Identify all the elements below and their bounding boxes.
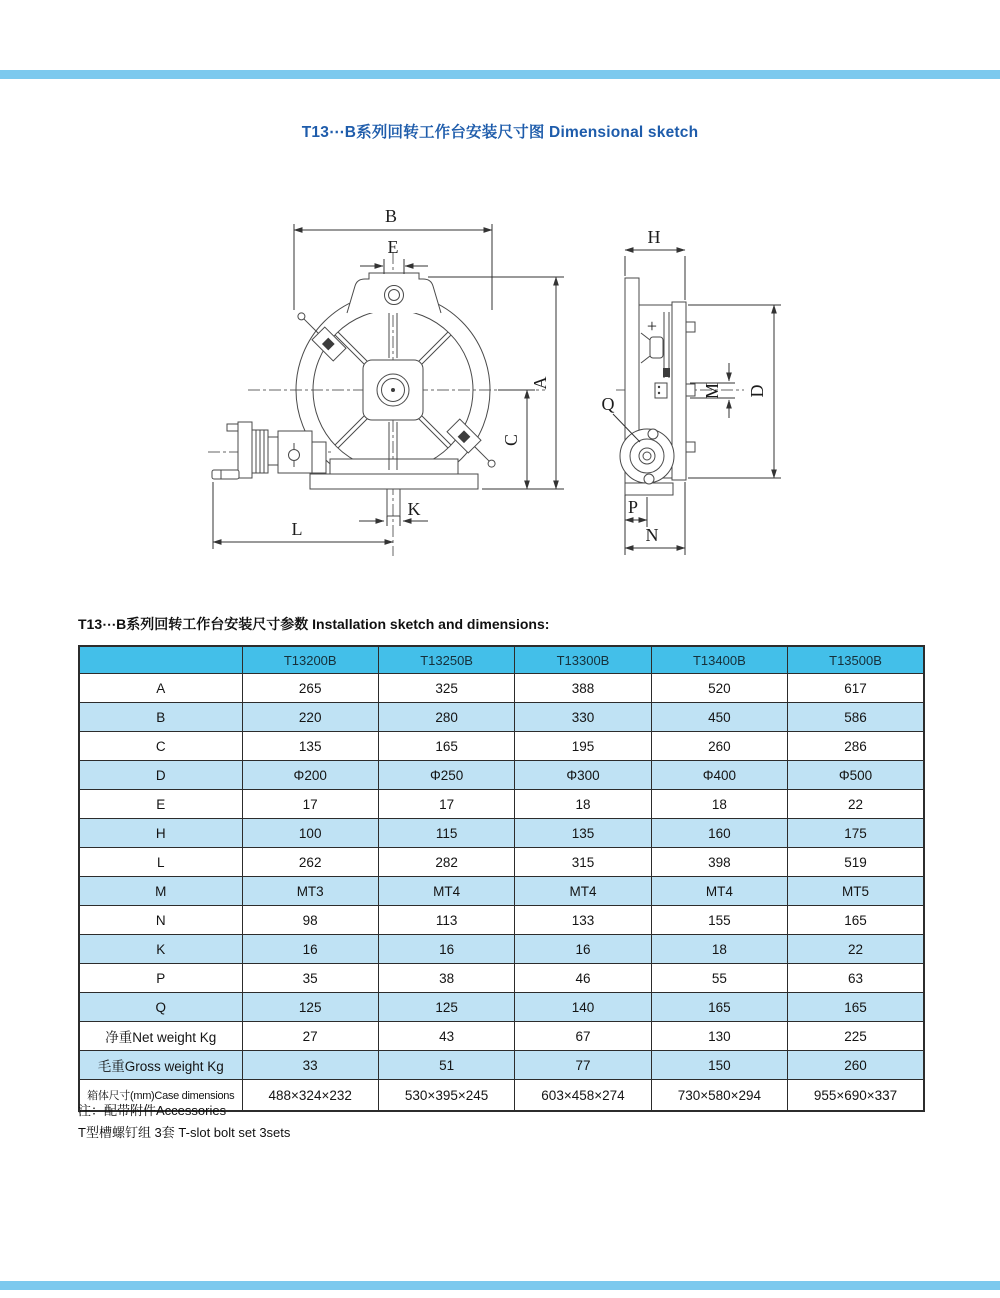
table-cell: 225: [788, 1022, 924, 1051]
table-cell: 165: [651, 993, 787, 1022]
clamp-handle-upper: [293, 308, 346, 361]
table-cell: MT5: [788, 877, 924, 906]
table-cell: 18: [515, 790, 651, 819]
table-cell: 67: [515, 1022, 651, 1051]
dim-label-m: M: [702, 382, 722, 400]
table-cell: 955×690×337: [788, 1080, 924, 1112]
table-cell: 125: [242, 993, 378, 1022]
table-cell: 220: [242, 703, 378, 732]
table-cell: 160: [651, 819, 787, 848]
dim-label-l: L: [291, 519, 303, 539]
table-cell: 17: [242, 790, 378, 819]
table-row: [79, 877, 924, 906]
table-cell: 140: [515, 993, 651, 1022]
table-row: [79, 790, 924, 819]
table-row: [79, 964, 924, 993]
side-view-drawing: [602, 227, 782, 555]
table-cell: 282: [378, 848, 514, 877]
front-view-drawing: [208, 206, 564, 556]
table-cell: MT4: [651, 877, 787, 906]
table-cell: 18: [651, 790, 787, 819]
column-header: T13300B: [515, 646, 651, 674]
table-cell: 27: [242, 1022, 378, 1051]
table-cell: 286: [788, 732, 924, 761]
table-cell: 155: [651, 906, 787, 935]
table-cell: 315: [515, 848, 651, 877]
table-cell: MT4: [515, 877, 651, 906]
dim-label-h: H: [647, 227, 661, 247]
table-cell: 519: [788, 848, 924, 877]
table-cell: 46: [515, 964, 651, 993]
table-cell: Φ400: [651, 761, 787, 790]
corner-cell: [79, 646, 242, 674]
table-cell: 586: [788, 703, 924, 732]
table-row: [79, 819, 924, 848]
table-cell: 18: [651, 935, 787, 964]
dim-label-e: E: [387, 237, 399, 257]
table-cell: 330: [515, 703, 651, 732]
table-row: [79, 935, 924, 964]
table-cell: 125: [378, 993, 514, 1022]
table-cell: 617: [788, 674, 924, 703]
section-heading: T13⋯B系列回转工作台安装尺寸参数 Installation sketch and dimensions:: [78, 616, 550, 632]
row-label: C: [79, 732, 242, 761]
table-cell: 115: [378, 819, 514, 848]
table-row: [79, 848, 924, 877]
table-cell: Φ200: [242, 761, 378, 790]
row-label: 毛重Gross weight Kg: [79, 1051, 242, 1080]
row-label: 箱体尺寸(mm)Case dimensions: [79, 1080, 242, 1112]
row-label: L: [79, 848, 242, 877]
dim-label-p: P: [627, 497, 639, 517]
table-row: [79, 703, 924, 732]
plus-mark: +: [646, 316, 658, 336]
column-header: T13400B: [651, 646, 787, 674]
table-row: [79, 732, 924, 761]
row-label: P: [79, 964, 242, 993]
dim-label-a: A: [530, 376, 550, 390]
table-cell: 100: [242, 819, 378, 848]
table-row: [79, 674, 924, 703]
row-label: N: [79, 906, 242, 935]
table-cell: 113: [378, 906, 514, 935]
table-cell: 195: [515, 732, 651, 761]
table-cell: 77: [515, 1051, 651, 1080]
table-cell: 135: [242, 732, 378, 761]
table-row: [79, 1022, 924, 1051]
dim-label-q: Q: [601, 394, 615, 414]
table-cell: 603×458×274: [515, 1080, 651, 1112]
table-cell: 280: [378, 703, 514, 732]
table-cell: 16: [515, 935, 651, 964]
column-header: T13500B: [788, 646, 924, 674]
dim-label-k: K: [407, 499, 421, 519]
row-label: 净重Net weight Kg: [79, 1022, 242, 1051]
table-cell: 16: [378, 935, 514, 964]
dimensions-table: [78, 645, 925, 1112]
table-cell: 63: [788, 964, 924, 993]
table-cell: 55: [651, 964, 787, 993]
bottom-accent-bar: [0, 1281, 1000, 1290]
table-cell: 133: [515, 906, 651, 935]
dim-label-n: N: [645, 525, 659, 545]
table-cell: 265: [242, 674, 378, 703]
column-header: T13250B: [378, 646, 514, 674]
table-cell: MT4: [378, 877, 514, 906]
table-cell: 51: [378, 1051, 514, 1080]
table-cell: 165: [788, 906, 924, 935]
note-accessories: 注：配带附件Accessories: [78, 1103, 227, 1118]
table-cell: 135: [515, 819, 651, 848]
table-cell: 530×395×245: [378, 1080, 514, 1112]
table-cell: 398: [651, 848, 787, 877]
table-cell: 260: [651, 732, 787, 761]
table-cell: Φ500: [788, 761, 924, 790]
table-row: [79, 1051, 924, 1080]
table-row: [79, 906, 924, 935]
table-cell: MT3: [242, 877, 378, 906]
column-header: T13200B: [242, 646, 378, 674]
row-label: B: [79, 703, 242, 732]
row-label: M: [79, 877, 242, 906]
table-cell: 488×324×232: [242, 1080, 378, 1112]
table-cell: 165: [788, 993, 924, 1022]
table-cell: 38: [378, 964, 514, 993]
table-cell: 150: [651, 1051, 787, 1080]
dim-label-b: B: [384, 206, 398, 226]
row-label: K: [79, 935, 242, 964]
row-label: Q: [79, 993, 242, 1022]
table-cell: 33: [242, 1051, 378, 1080]
table-cell: 130: [651, 1022, 787, 1051]
row-label: A: [79, 674, 242, 703]
table-cell: 450: [651, 703, 787, 732]
table-cell: 22: [788, 935, 924, 964]
table-cell: 22: [788, 790, 924, 819]
table-cell: 175: [788, 819, 924, 848]
table-cell: Φ300: [515, 761, 651, 790]
table-cell: 98: [242, 906, 378, 935]
table-cell: 43: [378, 1022, 514, 1051]
technical-drawing: [0, 0, 1000, 575]
row-label: D: [79, 761, 242, 790]
page-title: T13⋯B系列回转工作台安装尺寸图 Dimensional sketch: [301, 124, 699, 141]
table-row: [79, 993, 924, 1022]
table-cell: 35: [242, 964, 378, 993]
table-cell: 730×580×294: [651, 1080, 787, 1112]
table-cell: 260: [788, 1051, 924, 1080]
table-cell: 17: [378, 790, 514, 819]
row-label: E: [79, 790, 242, 819]
table-cell: Φ250: [378, 761, 514, 790]
note-tslot-bolt-set: T型槽螺钉组 3套 T-slot bolt set 3sets: [78, 1125, 291, 1140]
dim-label-c: C: [501, 433, 521, 447]
table-cell: 388: [515, 674, 651, 703]
table-header-row: [79, 646, 924, 674]
table-cell: 16: [242, 935, 378, 964]
table-cell: 165: [378, 732, 514, 761]
handwheel-assembly: [212, 422, 326, 479]
table-cell: 262: [242, 848, 378, 877]
table-row: [79, 761, 924, 790]
table-cell: 520: [651, 674, 787, 703]
dim-label-d: D: [747, 384, 767, 398]
row-label: H: [79, 819, 242, 848]
table-cell: 325: [378, 674, 514, 703]
